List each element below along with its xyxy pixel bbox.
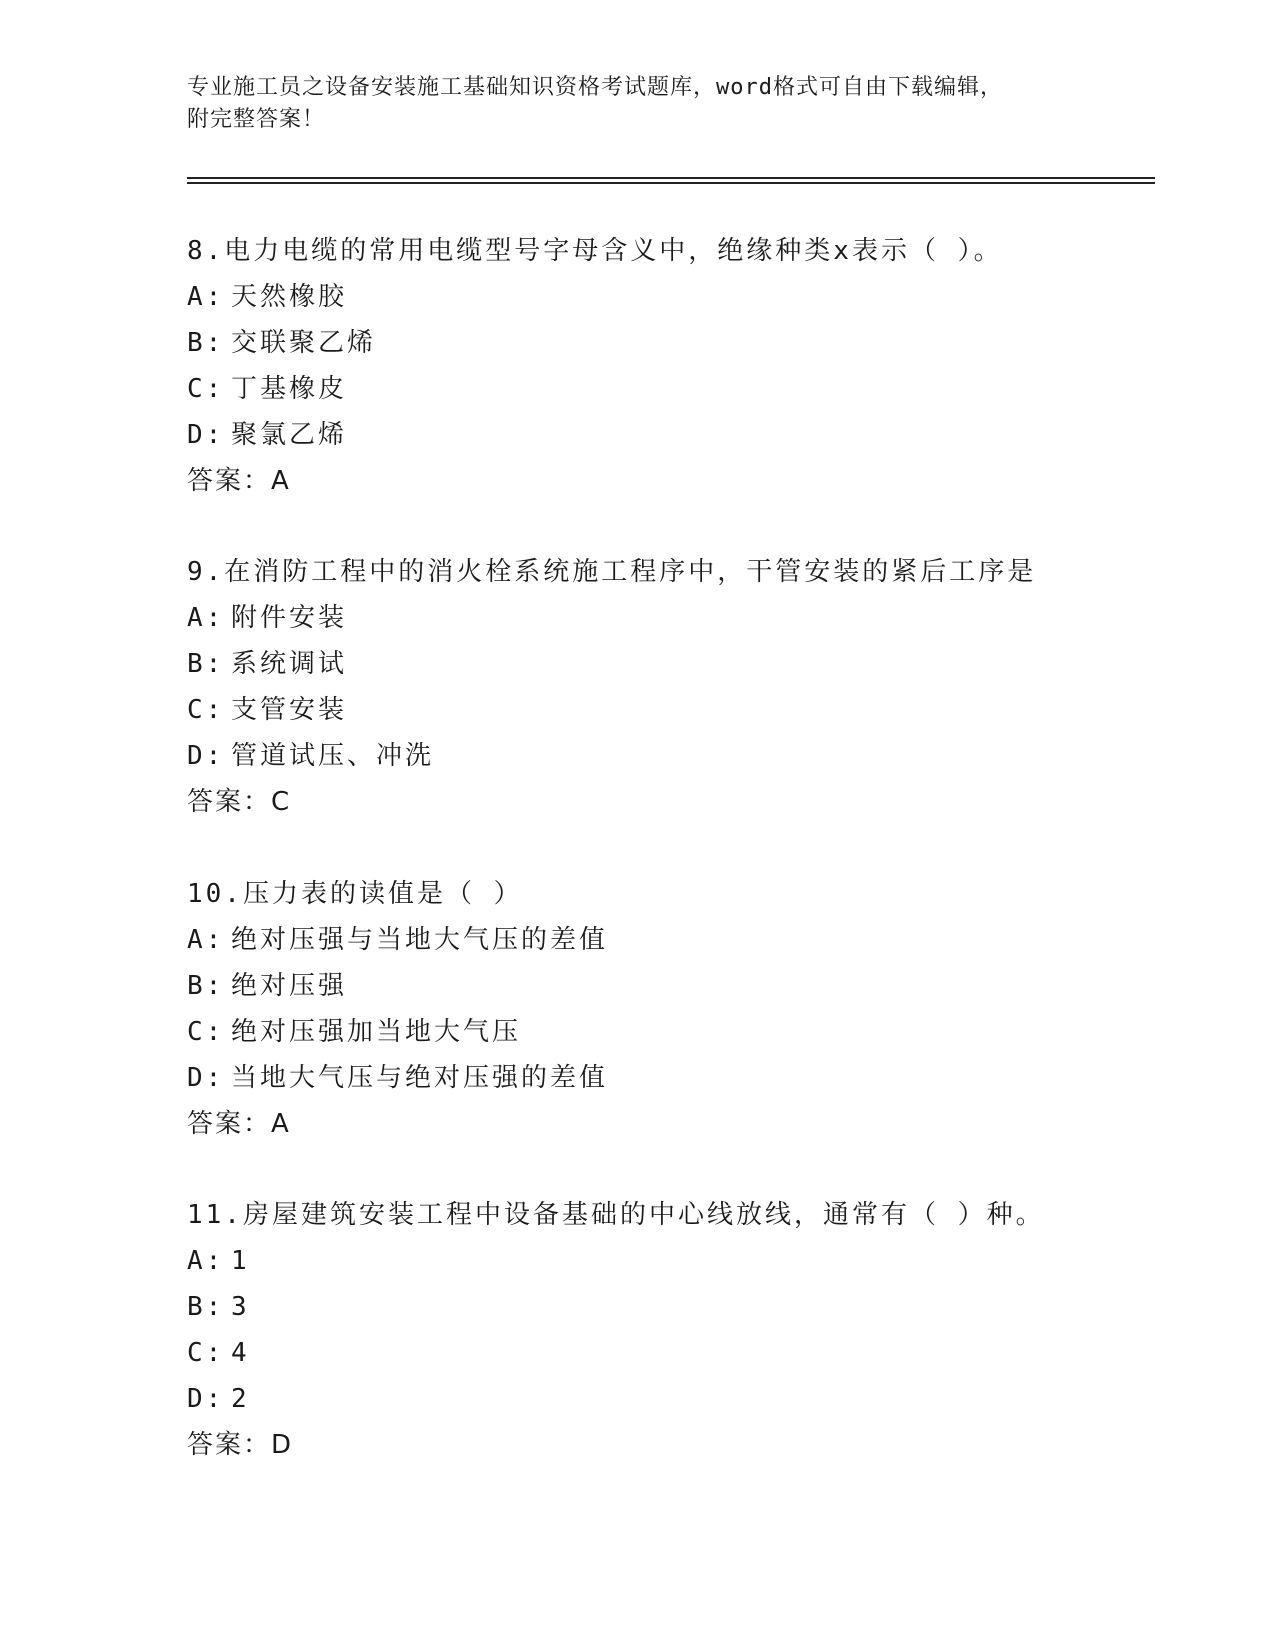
header-line-2: 附完整答案！ (187, 107, 326, 132)
option-letter: C: (187, 1338, 225, 1368)
question-option (187, 412, 1155, 458)
question-option (187, 366, 1155, 412)
question-stem: 11.房屋建筑安装工程中设备基础的中心线放线，通常有（ ）种。 (187, 1200, 1045, 1230)
question-option (187, 1055, 1155, 1101)
header-divider-top (187, 177, 1155, 179)
option-letter: A: (187, 925, 225, 955)
question-option (187, 1238, 1155, 1284)
option-letter: C: (187, 695, 225, 725)
question-option (187, 320, 1155, 366)
option-letter: B: (187, 328, 225, 358)
option-text: 2 (231, 1384, 250, 1414)
option-text: 天然橡胶 (231, 282, 348, 312)
question-option (187, 1330, 1155, 1376)
header-divider-bottom (187, 182, 1155, 184)
option-letter: B: (187, 1292, 225, 1322)
option-text: 1 (231, 1246, 250, 1276)
option-text: 聚氯乙烯 (231, 420, 348, 450)
document-header (187, 72, 1107, 136)
question-option (187, 1009, 1155, 1055)
option-letter: A: (187, 1246, 225, 1276)
option-text: 丁基橡皮 (231, 374, 348, 404)
question-item (187, 228, 1155, 504)
question-option (187, 1376, 1155, 1422)
option-text: 绝对压强 (231, 971, 348, 1001)
option-text: 绝对压强与当地大气压的差值 (231, 925, 609, 955)
question-answer: 答案：A (187, 1109, 291, 1139)
option-text: 附件安装 (231, 603, 348, 633)
question-answer: 答案：D (187, 1430, 294, 1460)
option-letter: C: (187, 1017, 225, 1047)
question-answer: 答案：C (187, 787, 292, 817)
option-letter: B: (187, 649, 225, 679)
option-letter: A: (187, 282, 225, 312)
question-item (187, 549, 1155, 825)
header-line-1: 专业施工员之设备安装施工基础知识资格考试题库，word格式可自由下载编辑， (187, 75, 1003, 100)
question-option (187, 963, 1155, 1009)
option-letter: A: (187, 603, 225, 633)
option-letter: D: (187, 420, 225, 450)
option-text: 交联聚乙烯 (231, 328, 377, 358)
option-letter: D: (187, 1384, 225, 1414)
question-stem: 10.压力表的读值是（ ） (187, 879, 523, 909)
option-letter: D: (187, 741, 225, 771)
option-text: 管道试压、冲洗 (231, 741, 435, 771)
question-stem: 9.在消防工程中的消火栓系统施工程序中，干管安装的紧后工序是 (187, 557, 1037, 587)
option-text: 当地大气压与绝对压强的差值 (231, 1063, 609, 1093)
question-stem: 8.电力电缆的常用电缆型号字母含义中，绝缘种类x表示（ ）。 (187, 236, 1003, 266)
option-letter: C: (187, 374, 225, 404)
option-text: 3 (231, 1292, 250, 1322)
option-text: 绝对压强加当地大气压 (231, 1017, 522, 1047)
option-letter: B: (187, 971, 225, 1001)
question-item (187, 1192, 1155, 1468)
question-item (187, 871, 1155, 1147)
question-option (187, 687, 1155, 733)
question-option (187, 733, 1155, 779)
option-text: 4 (231, 1338, 250, 1368)
option-text: 系统调试 (231, 649, 348, 679)
question-option (187, 595, 1155, 641)
question-option (187, 917, 1155, 963)
option-letter: D: (187, 1063, 225, 1093)
question-option (187, 1284, 1155, 1330)
option-text: 支管安装 (231, 695, 348, 725)
question-answer: 答案：A (187, 466, 291, 496)
question-option (187, 641, 1155, 687)
question-option (187, 274, 1155, 320)
